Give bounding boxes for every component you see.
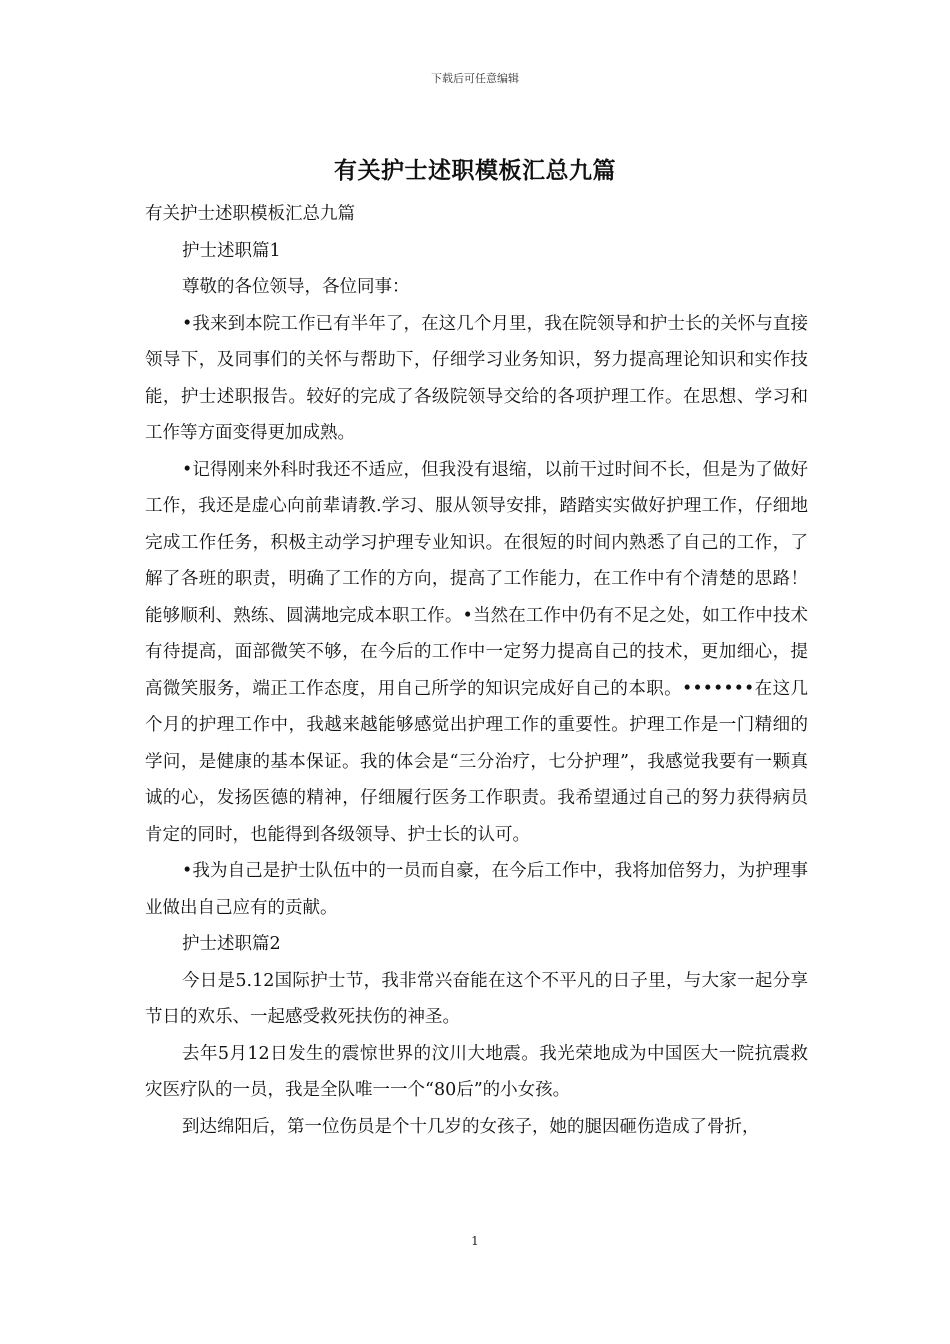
body-paragraph: 今日是5.12国际护士节，我非常兴奋能在这个不平凡的日子里，与大家一起分享节日的欢乐、一起感受救死扶伤的神圣。 <box>145 970 808 1027</box>
body-paragraph: 到达绵阳后，第一位伤员是个十几岁的女孩子，她的腿因砸伤造成了骨折， <box>182 1116 760 1137</box>
section-heading-1: 护士述职篇1 <box>182 240 281 261</box>
body-paragraph: 去年5月12日发生的震惊世界的汶川大地震。我光荣地成为中国医大一院抗震救灾医疗队的一员，我是全队唯一一个“80后”的小女孩。 <box>145 1043 808 1100</box>
body-paragraph: •我为自己是护士队伍中的一员而自豪，在今后工作中，我将加倍努力，为护理事业做出自己应有的贡献。 <box>145 861 808 918</box>
section-heading-2: 护士述职篇2 <box>182 934 281 954</box>
body-paragraph: •记得刚来外科时我还不适应，但我没有退缩，以前干过时间不长，但是为了做好工作，我还是虚心向前辈请教.学习、服从领导安排，踏踏实实做好护理工作，仔细地完成工作任务，积极主动学习护理专业知识。在很短的时间内熟悉了自己的工作，了解了各班的职责，明确了工作的方向，提高了工作能力，在工作中有个清楚的思路！能够顺利、熟练、圆满地完成本职工作。•当然在工作中仍有不足之处，如工作中技术有待提高，面部微笑不够，在今后的工作中一定努力提高自己的技术，更加细心，提高微笑服务，端正工作态度，用自己所学的知识完成好自己的本职。•••••••在这几个月的护理工作中，我越来越能够感觉出护理工作的重要性。护理工作是一门精细的学问，是健康的基本保证。我的体会是“三分治疗，七分护理”，我感觉我要有一颗真诚的心，发扬医德的精神，仔细履行医务工作职责。我希望通过自己的努力获得病员肯定的同时，也能得到各级领导、护士长的认可。 <box>145 459 808 845</box>
salutation: 尊敬的各位领导，各位同事： <box>182 277 410 297</box>
body-paragraph-subtitle: 有关护士述职模板汇总九篇 <box>145 204 355 224</box>
page-number: 1 <box>471 1234 479 1248</box>
document-body <box>145 196 808 1145</box>
body-paragraph: •我来到本院工作已有半年了，在这几个月里，我在院领导和护士长的关怀与直接领导下，及同事们的关怀与帮助下，仔细学习业务知识，努力提高理论知识和实作技能，护士述职报告。较好的完成了各级院领导交给的各项护理工作。在思想、学习和工作等方面变得更加成熟。 <box>145 313 808 443</box>
header-note: 下载后可任意编辑 <box>431 72 519 85</box>
document-title: 有关护士述职模板汇总九篇 <box>334 157 616 184</box>
